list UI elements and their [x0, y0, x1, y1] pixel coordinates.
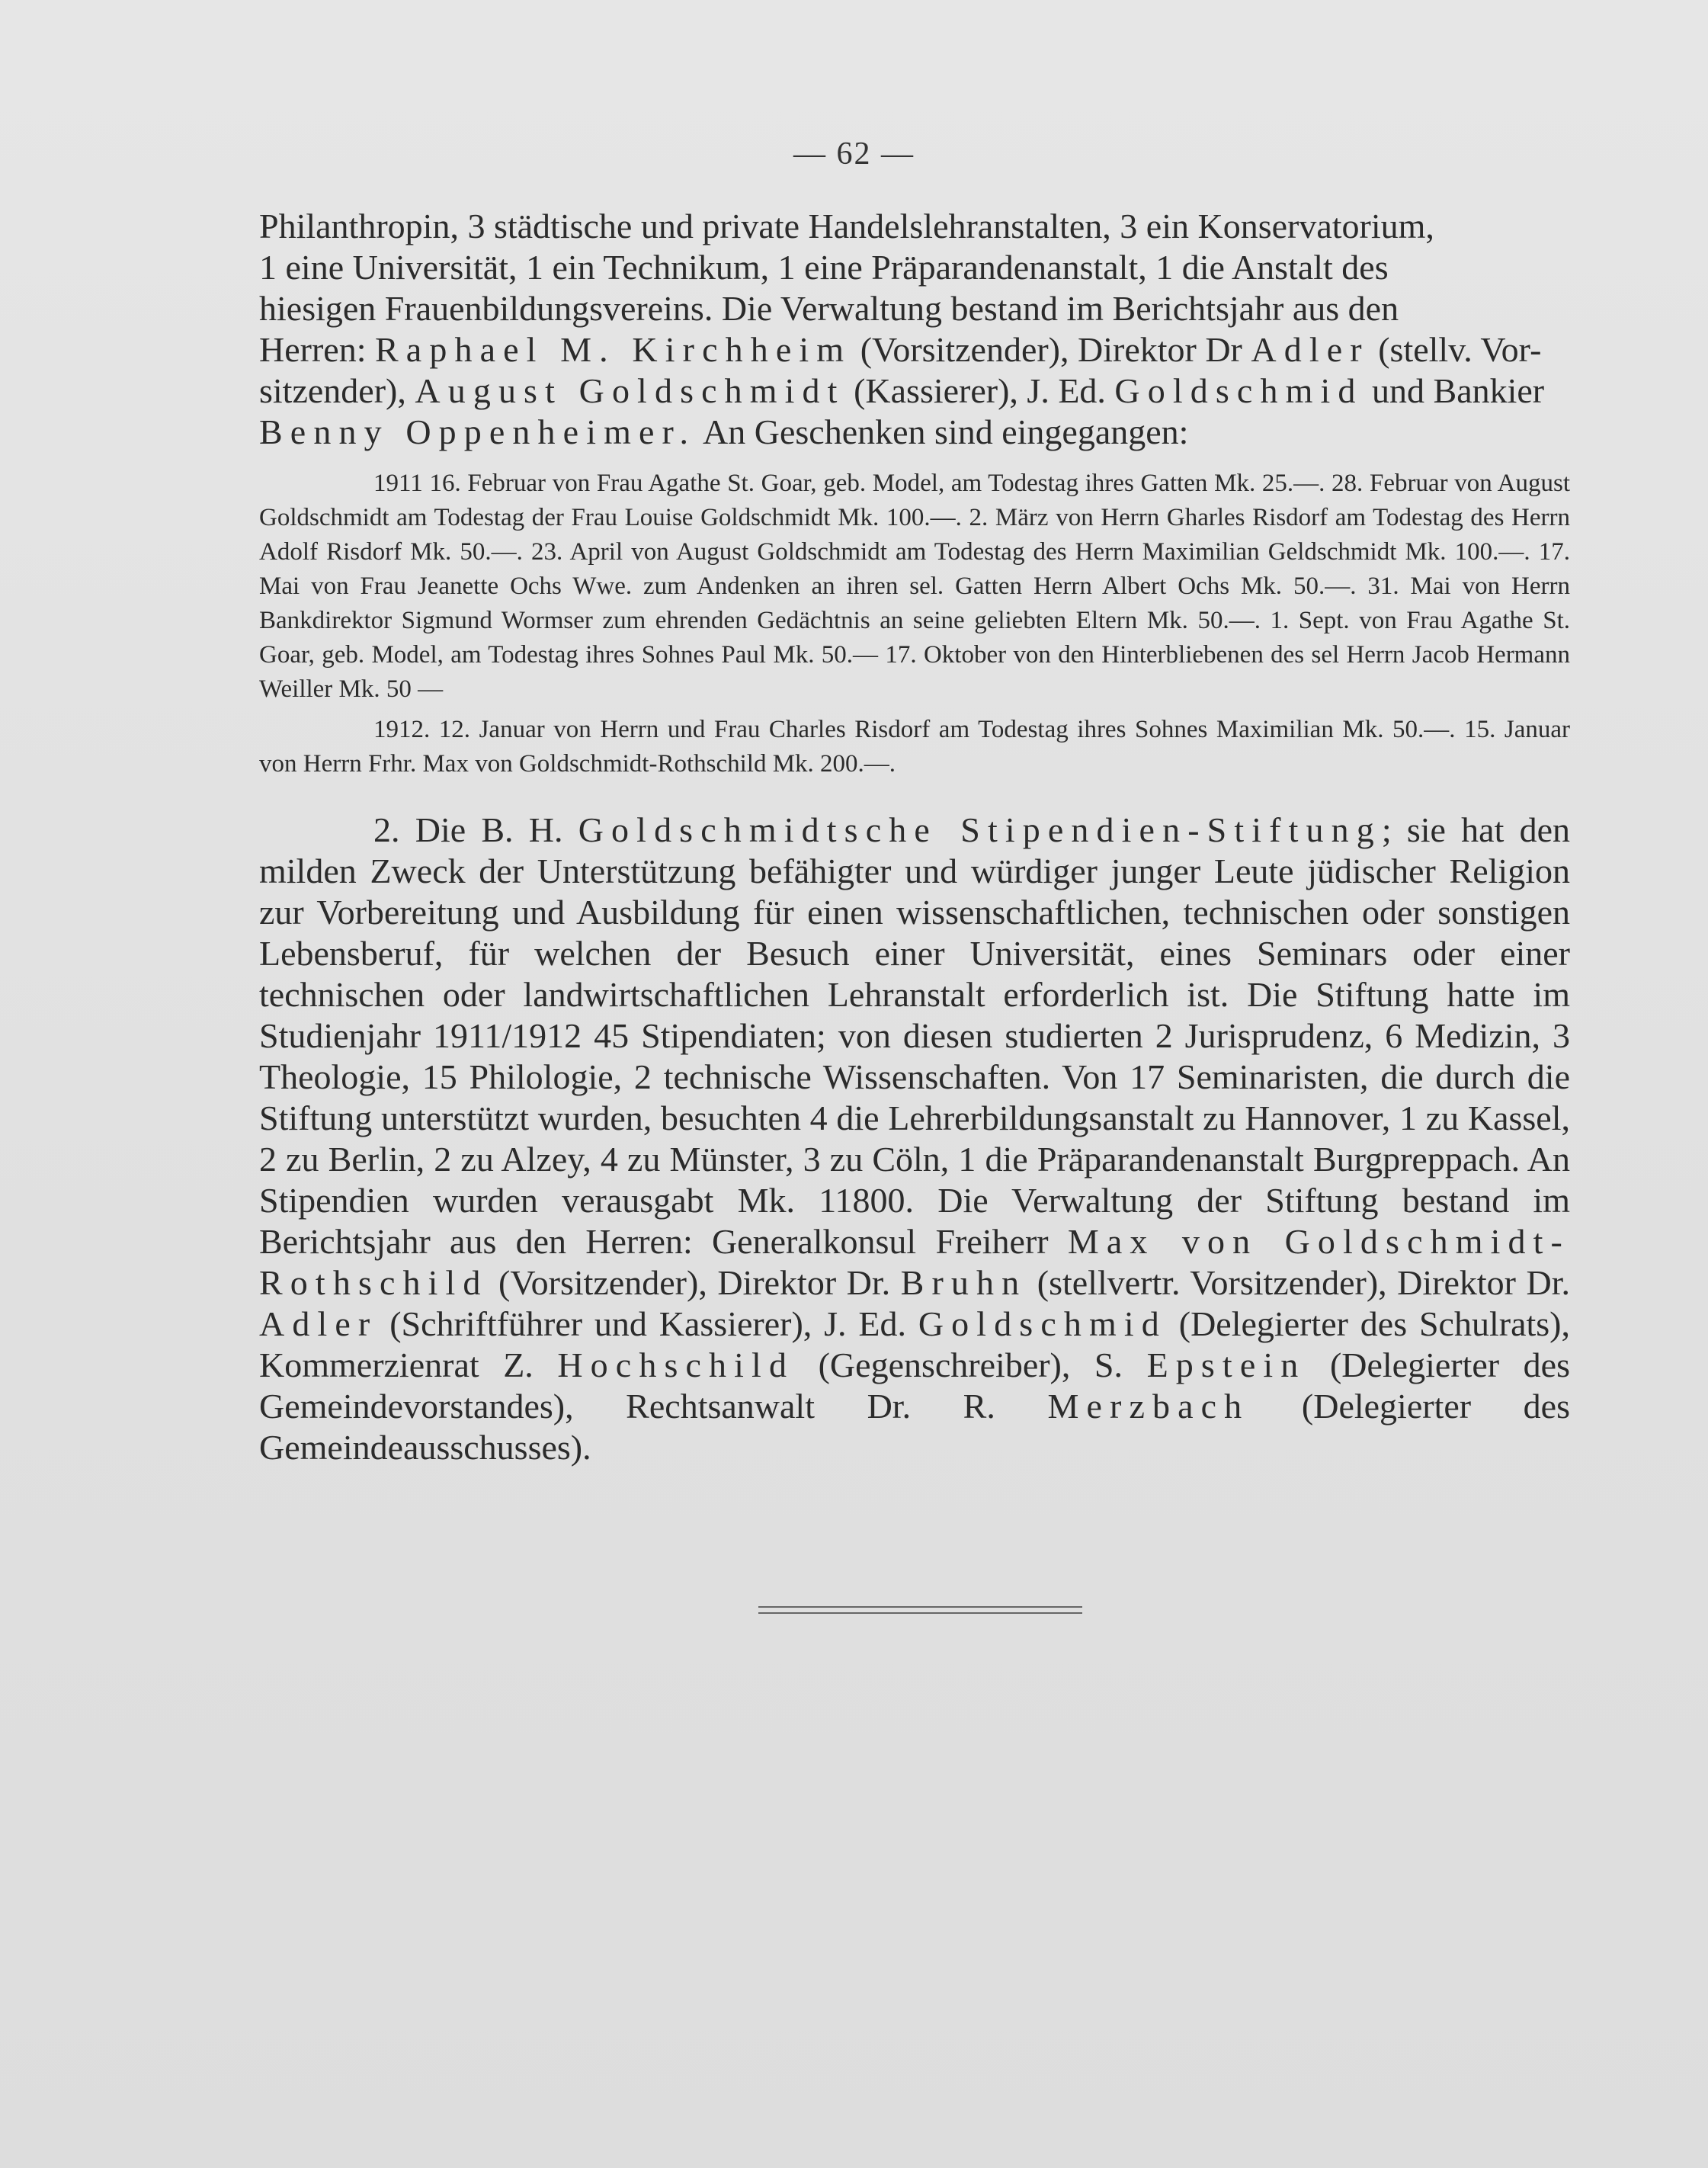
intro-line-5a: sitzender), [259, 371, 415, 410]
intro-line-5b: (Kassierer), J. Ed. [844, 371, 1115, 410]
gifts-1912-paragraph: 1912. 12. Januar von Herrn und Frau Charles Risdorf am Todestag ihres Sohnes Maximilian Mk. 50.—. 15. Januar von Herrn Frhr. Max von Goldschmidt-Rothschild Mk. 200.—. [259, 716, 1570, 778]
intro-line-4b: (Vorsitzender), Direktor Dr [851, 330, 1251, 369]
name-august-goldschmidt: August Goldschmidt [415, 371, 845, 410]
intro-line [259, 206, 1570, 247]
end-rule-bottom [758, 1612, 1082, 1614]
stiftung-body-8: (Delegierter des Gemeindeausschusses). [259, 1387, 1570, 1467]
intro-line-4c: (stellv. Vor- [1369, 330, 1542, 369]
name-adler: Adler [1251, 330, 1370, 369]
stiftung-body-5: (Delegierter des Schulrats), Kommerzienrat Z. [259, 1304, 1570, 1384]
stiftung-body-6: (Gegenschreiber), S. [794, 1345, 1147, 1384]
page-number: — 62 — [793, 136, 915, 172]
name-goldschmid: Goldschmid [1114, 371, 1364, 410]
stiftung-body-1: ; sie hat den milden Zweck der Unterstützung befähigter und würdiger junger Leute jüdischer Religion zur Vorbereitung und Ausbildung für einen wissenschaftlichen, technischen oder sonstigen Lebensberuf, für welchen der Besuch einer Universität, eines Seminars oder einer technischen oder landwirtschaftlichen Lehranstalt erforderlich ist. Die Stiftung hatte im Studienjahr 1911/1912 45 Stipendiaten; von diesen studierten 2 Jurisprudenz, 6 Medizin, 3 Theologie, 15 Philologie, 2 technische Wissenschaften. Von 17 Seminaristen, die durch die Stiftung unterstützt wurden, besuchten 4 die Lehrerbildungsanstalt zu Hannover, 1 zu Kassel, 2 zu Berlin, 2 zu Alzey, 4 zu Münster, 3 zu Cöln, 1 die Präparandenanstalt Burgpreppach. An Stipendien wurden verausgabt Mk. 11800. Die Verwaltung der Stiftung bestand im Berichtsjahr aus den Herren: Generalkonsul Freiherr [259, 810, 1570, 1261]
intro-line-6b: An Geschenken sind eingegangen: [696, 412, 1189, 451]
gifts-section [259, 467, 1570, 781]
intro-line-1: Philanthropin, 3 städtische und private Handelslehranstalten, 3 ein Konservatorium, [259, 207, 1434, 245]
foundation-name: Goldschmidtsche Stipendien-Stiftung [578, 810, 1382, 849]
intro-line [259, 288, 1570, 329]
name-max-goldschmidt: Max von Goldschmidt-Rothschild [259, 1222, 1570, 1302]
stiftung-lead: 2. Die B. H. [373, 810, 578, 849]
name-bruhn: Bruhn [900, 1263, 1027, 1302]
name-goldschmid-2: Goldschmid [918, 1304, 1167, 1343]
intro-line-2: 1 eine Universität, 1 ein Technikum, 1 eine Präparandenanstalt, 1 die Anstalt des [259, 248, 1389, 287]
stiftung-text [259, 810, 1570, 1468]
name-hochschild: Hochschild [557, 1345, 795, 1384]
end-rule-top [758, 1606, 1082, 1608]
intro-line [259, 329, 1570, 370]
intro-line [259, 247, 1570, 288]
stiftung-body-3: (stellvertr. Vorsitzender), Direktor Dr. [1027, 1263, 1570, 1302]
intro-line [259, 412, 1570, 453]
stiftung-body-7: (Delegierter des Gemeindevorstandes), Rechtsanwalt Dr. R. [259, 1345, 1570, 1426]
name-merzbach: Merzbach [1047, 1387, 1250, 1426]
gifts-1911-paragraph: 1911 16. Februar von Frau Agathe St. Goar, geb. Model, am Todestag ihres Gatten Mk. 25.—. 28. Februar von August Goldschmidt am Todestag der Frau Louise Goldschmidt Mk. 100.—. 2. März von Herrn Gharles Risdorf am Todestag des Herrn Adolf Risdorf Mk. 50.—. 23. April von August Goldschmidt am Todestag des Herrn Maximilian Geldschmidt Mk. 100.—. 17. Mai von Frau Jeanette Ochs Wwe. zum Andenken an ihren sel. Gatten Herrn Albert Ochs Mk. 50.—. 31. Mai von Herrn Bankdirektor Sigmund Wormser zum ehrenden Gedächtnis an seine geliebten Eltern Mk. 50.—. 1. Sept. von Frau Agathe St. Goar, geb. Model, am Todestag ihres Sohnes Paul Mk. 50.— 17. Oktober von den Hinterbliebenen des sel Herrn Jacob Hermann Weiller Mk. 50 — [259, 470, 1570, 703]
stiftung-body-4: (Schriftführer und Kassierer), J. Ed. [377, 1304, 918, 1343]
name-epstein: Epstein [1146, 1345, 1306, 1384]
name-kirchheim: Raphael M. Kirchheim [374, 330, 852, 369]
intro-line-3: hiesigen Frauenbildungsvereins. Die Verwaltung bestand im Berichtsjahr aus den [259, 289, 1399, 328]
intro-line-4a: Herren: [259, 330, 375, 369]
name-adler-2: Adler [259, 1304, 378, 1343]
stiftung-body-2: (Vorsitzender), Direktor Dr. [488, 1263, 901, 1302]
intro-line [259, 370, 1570, 412]
stiftung-paragraph [259, 810, 1570, 1468]
intro-line-5c: und Bankier [1363, 371, 1545, 410]
name-oppenheimer: Benny Oppenheimer. [259, 412, 697, 451]
intro-paragraph [259, 206, 1570, 453]
